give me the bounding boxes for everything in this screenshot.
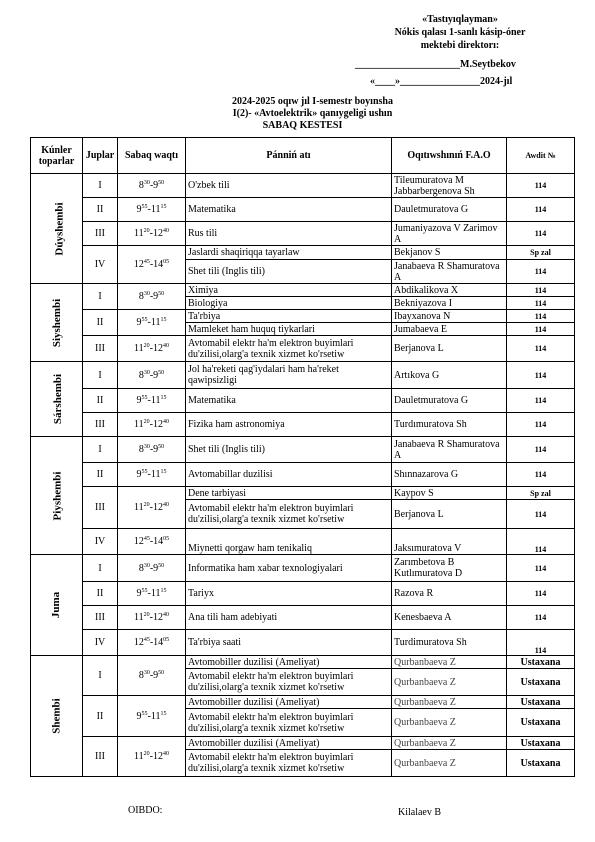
teacher-cell: Qurbanbaeva Z [392,737,507,750]
day-label: Juma [50,591,63,619]
pair-number: III [83,606,118,630]
table-row [31,656,575,669]
room-cell: Ustaxana [507,750,575,777]
teacher-cell: Janabaeva R Shamuratova A [392,260,507,284]
subject-cell: O'zbek tili [186,174,392,198]
subject-cell: Tariyx [186,582,392,606]
approval-block [360,14,560,53]
subject-cell: Fizika ham astronomiya [186,413,392,437]
time-cell: $8^{30}-9^{50}$ [118,437,186,463]
teacher-cell: Shınnazarova G [392,463,507,487]
table-row [31,529,575,555]
pair-number: II [83,696,118,737]
time-cell: $12^{45}-14^{05}$ [118,246,186,284]
time-cell: $11^{20}-12^{40}$ [118,336,186,362]
room-cell: Ustaxana [507,737,575,750]
schedule-table [30,137,575,777]
approval-date-line: «____»________________2024-jıl [370,76,513,87]
subject-cell: Rus tili [186,222,392,246]
room-cell: 114 [507,336,575,362]
schedule-title: SABAQ KESTESI [262,120,343,131]
time-cell: $9^{55}-11^{15}$ [118,198,186,222]
teacher-cell: Janabaeva R Shamuratova A [392,437,507,463]
room-cell: 114 [507,437,575,463]
time-cell: $11^{20}-12^{40}$ [118,737,186,777]
room-cell: 114 [507,260,575,284]
subject-cell: Biologiya [186,297,392,310]
teacher-cell: Qurbanbaeva Z [392,750,507,777]
teacher-cell: Qurbanbaeva Z [392,709,507,737]
approval-line: «Tastıyıqlayman» [422,14,498,25]
teacher-cell: Qurbanbaeva Z [392,696,507,709]
room-cell: Ustaxana [507,696,575,709]
subject-cell: Mamleket ham huquq tiykarlari [186,323,392,336]
pair-number: I [83,437,118,463]
room-cell: 114 [507,463,575,487]
room-cell: 114 [507,389,575,413]
table-row [31,310,575,323]
room-cell: 114 [507,284,575,297]
room-cell: 114 [507,630,575,656]
subject-cell: Avtomobiller duzilisi (Ameliyat) [186,696,392,709]
table-row [31,174,575,198]
room-cell: 114 [507,310,575,323]
time-cell: $11^{20}-12^{40}$ [118,606,186,630]
col-time: Sabaq waqtı [118,138,186,174]
pair-number: IV [83,246,118,284]
time-cell: $9^{55}-11^{15}$ [118,582,186,606]
approval-line: mektebi direktorı: [420,40,500,51]
day-cell [31,174,83,284]
day-cell [31,656,83,777]
time-cell: $8^{30}-9^{50}$ [118,555,186,582]
pair-number: IV [83,630,118,656]
subject-cell: Avtomabil elektr ha'm elektron buyimlari du'zilisi,olarg'a texnik xizmet ko'rsetiw [186,669,392,696]
room-cell: Ustaxana [507,656,575,669]
subject-cell: Ana tili ham adebiyati [186,606,392,630]
subject-cell: Ta'rbiya [186,310,392,323]
room-cell: Ustaxana [507,669,575,696]
teacher-cell: Jumabaeva E [392,323,507,336]
room-cell: 114 [507,323,575,336]
table-row [31,606,575,630]
time-cell: $9^{55}-11^{15}$ [118,463,186,487]
subject-cell: Informatika ham xabar texnologiyalari [186,555,392,582]
pair-number: III [83,222,118,246]
teacher-cell: Tileumuratova M Jabbarbergenova Sh [392,174,507,198]
room-cell: 114 [507,529,575,555]
table-row [31,463,575,487]
room-cell: 114 [507,174,575,198]
room-cell: Ustaxana [507,709,575,737]
room-cell: 114 [507,198,575,222]
teacher-cell: Berjanova L [392,336,507,362]
col-pairs: Juplar [83,138,118,174]
teacher-cell: Razova R [392,582,507,606]
subject-cell: Avtomobiller duzilisi (Ameliyat) [186,737,392,750]
time-cell: $8^{30}-9^{50}$ [118,284,186,310]
teacher-cell: Berjanova L [392,500,507,529]
table-row [31,336,575,362]
teacher-cell: Turdımuratova Sh [392,413,507,437]
time-cell: $8^{30}-9^{50}$ [118,362,186,389]
header-line2: I(2)- «Avtoelektrik» qanıygeligi ushın [232,108,393,119]
day-label: Piyshembi [51,471,64,520]
time-cell: $9^{55}-11^{15}$ [118,389,186,413]
room-cell: 114 [507,362,575,389]
subject-cell: Avtomabillar duzilisi [186,463,392,487]
teacher-cell: Dauletmuratova G [392,198,507,222]
subject-cell: Shet tili (Inglis tili) [186,437,392,463]
day-cell [31,555,83,656]
col-room: Awdit № [507,138,575,174]
footer-right: Kilalaev B [398,807,442,818]
table-row [31,413,575,437]
table-row [31,362,575,389]
header-line1: 2024-2025 oqıw jıl I-semestr boyınsha [232,96,393,107]
teacher-cell: Zarımbetova B Kutlımuratova D [392,555,507,582]
teacher-cell: Qurbanbaeva Z [392,656,507,669]
pair-number: III [83,413,118,437]
time-cell: $11^{20}-12^{40}$ [118,487,186,529]
day-cell [31,437,83,555]
pair-number: II [83,198,118,222]
room-cell: 114 [507,222,575,246]
pair-number: I [83,656,118,696]
teacher-cell: Turdimuratova Sh [392,630,507,656]
teacher-cell: Qurbanbaeva Z [392,669,507,696]
pair-number: I [83,555,118,582]
teacher-cell: Dauletmuratova G [392,389,507,413]
time-cell: $9^{55}-11^{15}$ [118,310,186,336]
day-label: Dúyshembi [53,201,66,256]
table-row [31,389,575,413]
time-cell: $8^{30}-9^{50}$ [118,174,186,198]
time-cell: $11^{20}-12^{40}$ [118,413,186,437]
time-cell: $12^{45}-14^{05}$ [118,630,186,656]
footer-left: OIBDO: [128,805,163,816]
table-row [31,222,575,246]
pair-number: III [83,487,118,529]
pair-number: III [83,737,118,777]
room-cell: 114 [507,297,575,310]
subject-cell: Avtomobiller duzilisi (Ameliyat) [186,656,392,669]
day-label: Shembi [50,698,63,734]
pair-number: I [83,362,118,389]
subject-cell: Matematika [186,198,392,222]
pair-number: IV [83,529,118,555]
teacher-cell: Jumaniyazova V Zarimov A [392,222,507,246]
table-row [31,487,575,500]
table-row [31,437,575,463]
teacher-cell: Kenesbaeva A [392,606,507,630]
subject-cell: Avtomabil elektr ha'm elektron buyimlari du'zilisi,olarg'a texnik xizmet ko'rsetiw [186,709,392,737]
col-subject: Pánniń atı [186,138,392,174]
pair-number: II [83,582,118,606]
teacher-cell: Kaypov S [392,487,507,500]
teacher-cell: Bekniyazova I [392,297,507,310]
room-cell: 114 [507,413,575,437]
table-row [31,696,575,709]
time-cell: $12^{45}-14^{05}$ [118,529,186,555]
teacher-cell: Ibayxanova N [392,310,507,323]
room-cell: 114 [507,555,575,582]
room-cell: 114 [507,500,575,529]
time-cell: $11^{20}-12^{40}$ [118,222,186,246]
table-row [31,630,575,656]
approval-signature-line: _____________________M.Seytbekov [355,59,516,70]
subject-cell: Dene tarbiyasi [186,487,392,500]
table-row [31,284,575,297]
room-cell: Sp zal [507,487,575,500]
table-row [31,737,575,750]
teacher-cell: Bekjanov S [392,246,507,260]
teacher-cell: Jaksımuratova V [392,529,507,555]
room-cell: 114 [507,606,575,630]
pair-number: II [83,389,118,413]
subject-cell: Avtomabil elektr ha'm elektron buyimlari du'zilisi,olarg'a texnik xizmet ko'rsetiw [186,336,392,362]
table-row [31,198,575,222]
room-cell: 114 [507,582,575,606]
time-cell: $8^{30}-9^{50}$ [118,656,186,696]
table-header-row [31,138,575,174]
day-label: Sárshembi [52,373,65,425]
col-days: Kúnler toparlar [31,138,83,174]
subject-cell: Shet tili (Inglis tili) [186,260,392,284]
pair-number: II [83,310,118,336]
table-row [31,246,575,260]
teacher-cell: Abdikalikova X [392,284,507,297]
day-label: Siyshembi [51,298,64,347]
subject-cell: Avtomabil elektr ha'm elektron buyimlari du'zilisi,olarg'a texnik xizmet ko'rsetiw [186,500,392,529]
pair-number: III [83,336,118,362]
subject-cell: Ta'rbiya saati [186,630,392,656]
subject-cell: Matematika [186,389,392,413]
day-cell [31,284,83,362]
approval-line: Nókis qalası 1-sanlı kásip-óner [394,27,526,38]
pair-number: II [83,463,118,487]
subject-cell: Jaslardi shaqiriqqa tayarlaw [186,246,392,260]
subject-cell: Jol ha'reketi qag'iydalari ham ha'reket qawipsizligi [186,362,392,389]
pair-number: I [83,174,118,198]
col-teacher: Oqıtıwshınıń F.A.O [392,138,507,174]
subject-cell: Miynetti qorgaw ham tenikaliq [186,529,392,555]
subject-cell: Avtomabil elektr ha'm elektron buyimlari du'zilisi,olarg'a texnik xizmet ko'rsetiw [186,750,392,777]
time-cell: $9^{55}-11^{15}$ [118,696,186,737]
day-cell [31,362,83,437]
room-cell: Sp zal [507,246,575,260]
teacher-cell: Artıkova G [392,362,507,389]
subject-cell: Ximiya [186,284,392,297]
pair-number: I [83,284,118,310]
table-row [31,555,575,582]
table-row [31,582,575,606]
